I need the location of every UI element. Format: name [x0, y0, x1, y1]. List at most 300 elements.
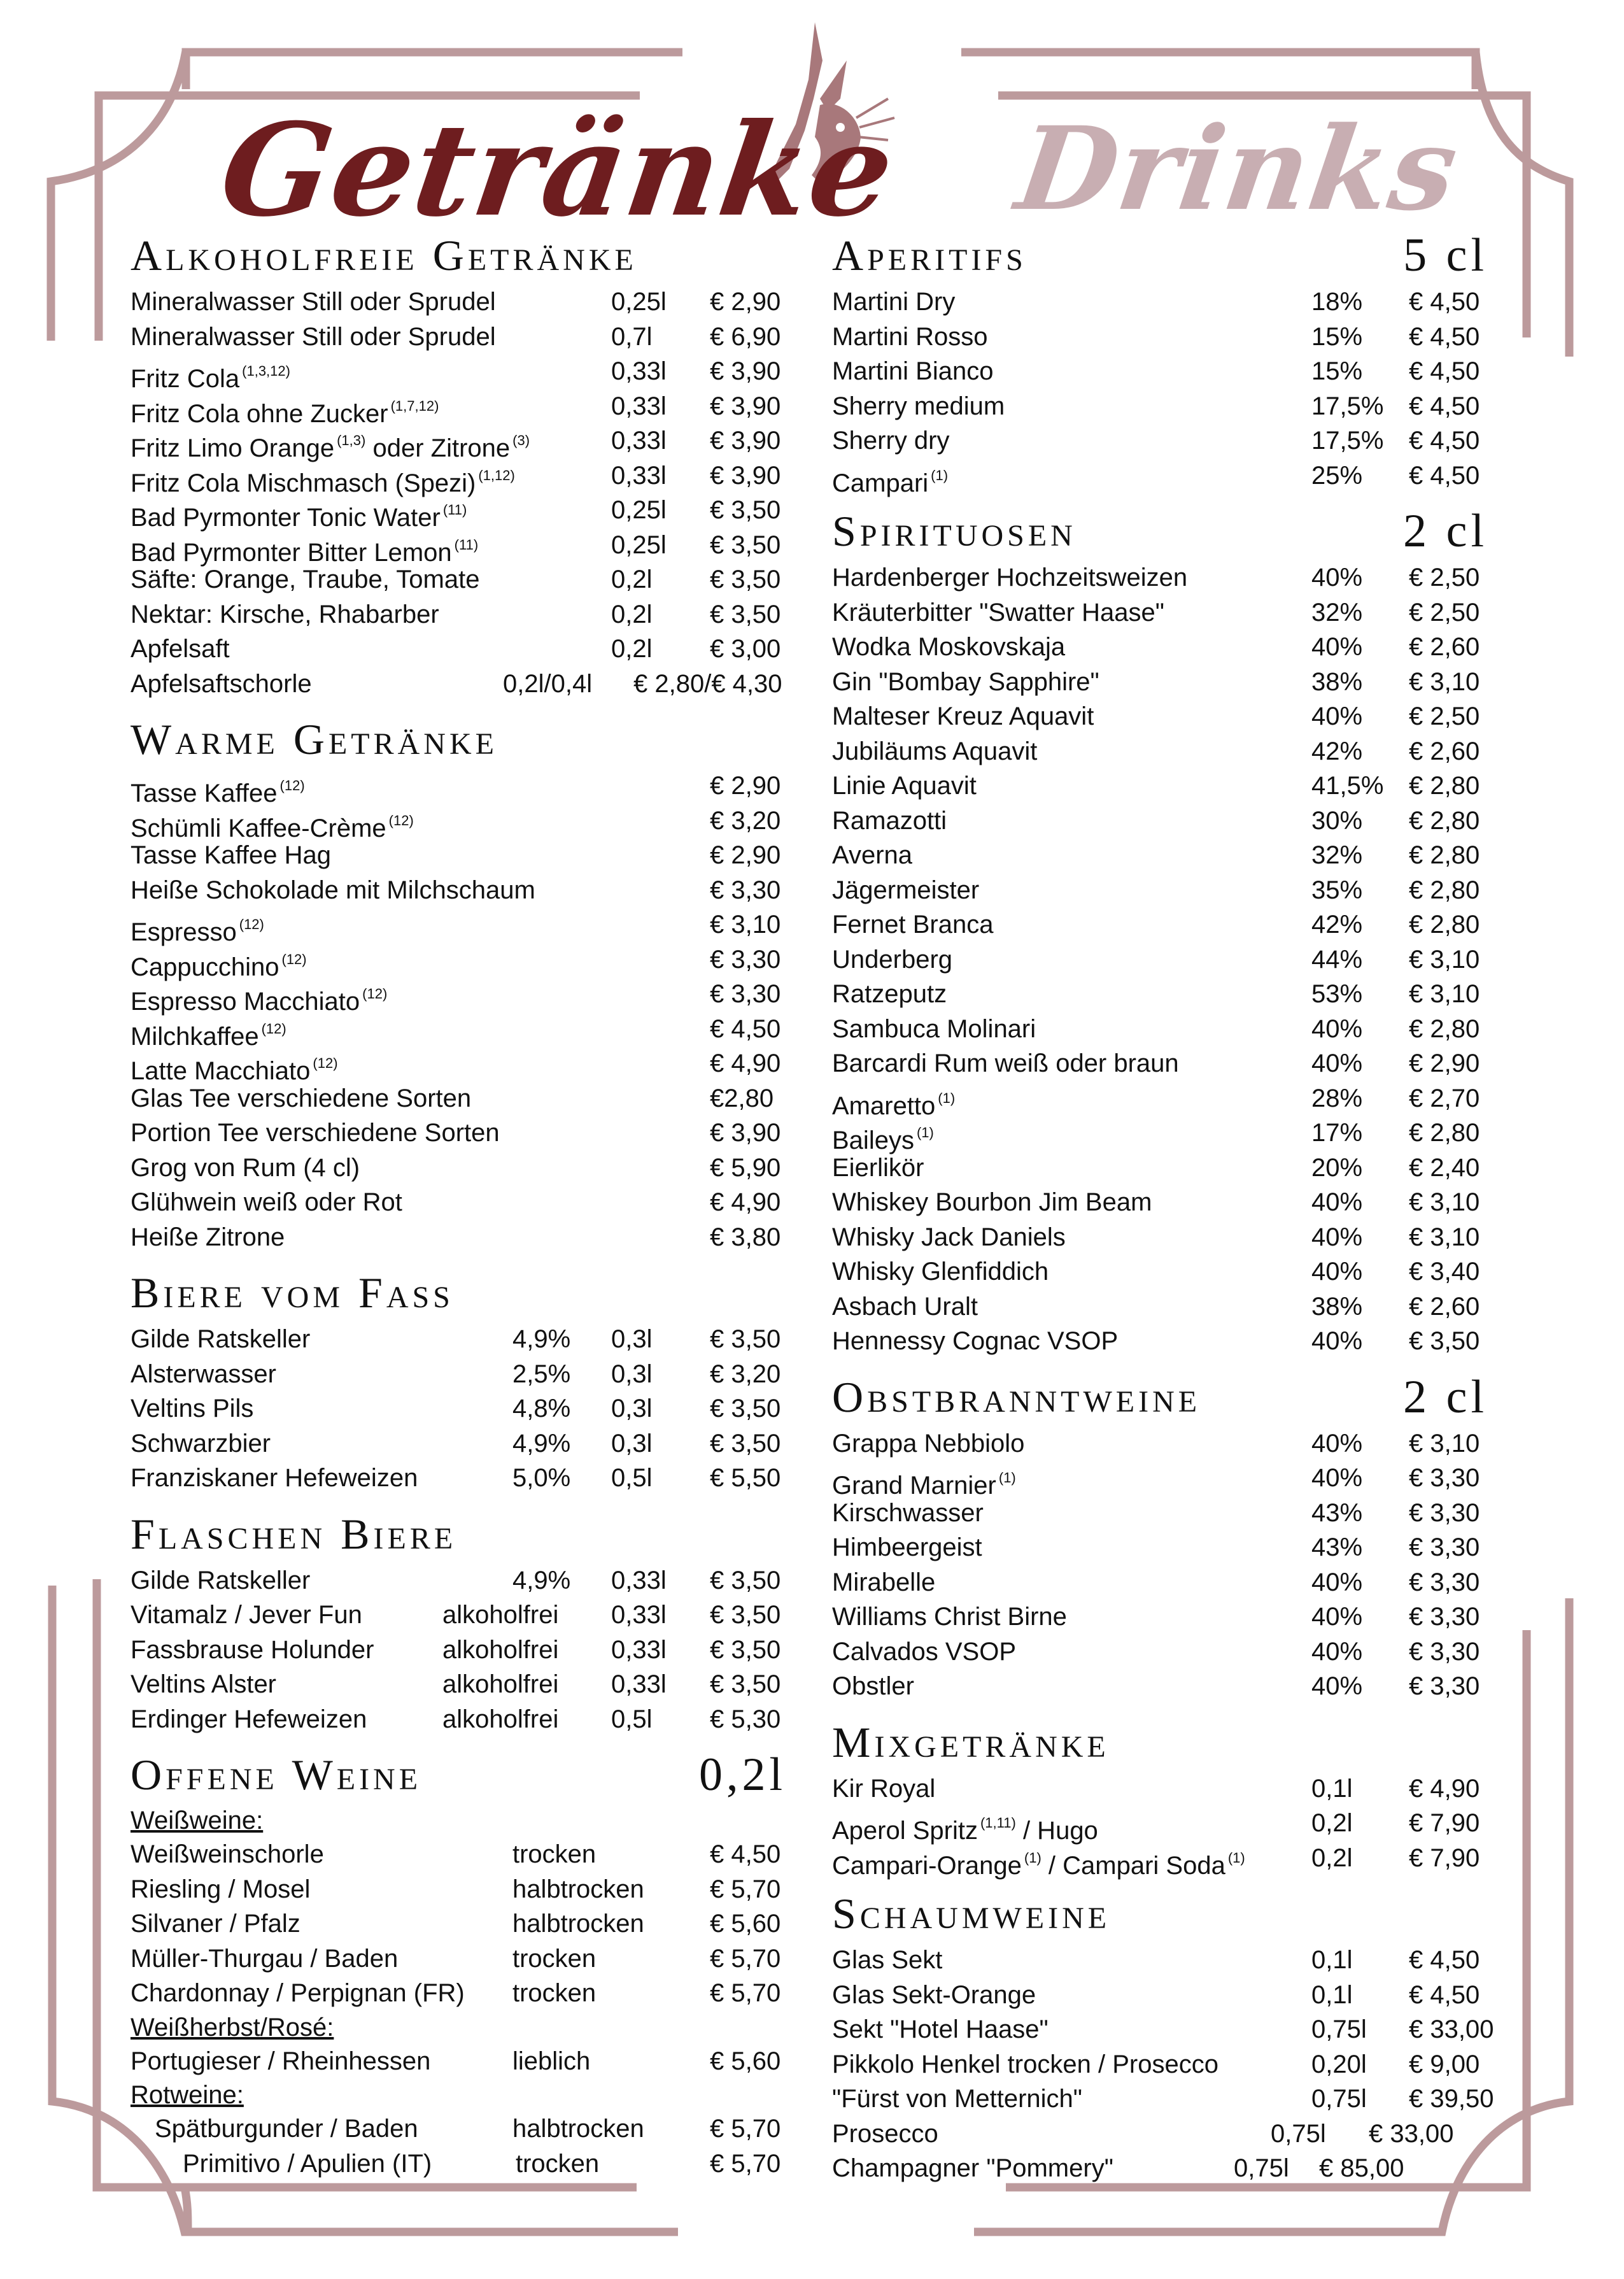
item-alcohol: 44%: [1311, 945, 1363, 974]
item-price: € 3,80: [710, 1223, 781, 1251]
item-name-text: Chardonnay / Perpignan (FR): [131, 1979, 465, 2007]
item-name-text: Gin "Bombay Sapphire": [832, 667, 1099, 696]
item-name: [832, 1426, 1024, 1461]
item-name: [832, 1978, 1036, 2013]
allergen-note: (1): [998, 1470, 1016, 1486]
item-price: € 2,90: [710, 772, 781, 800]
item-price: € 2,80: [1409, 806, 1480, 835]
item-name-text: Veltins Pils: [131, 1395, 254, 1423]
item-name-text: Fassbrause Holunder: [131, 1635, 374, 1664]
menu-item: [832, 285, 1494, 320]
allergen-note: (12): [313, 1055, 338, 1071]
item-name: [131, 1081, 471, 1116]
item-name: [832, 1012, 1036, 1047]
menu-item: [832, 1116, 1494, 1154]
item-name-text: Heiße Zitrone: [131, 1223, 285, 1251]
item-price: € 9,00: [1409, 2050, 1480, 2078]
item-price: € 3,50: [710, 1670, 781, 1698]
item-price: € 5,30: [710, 1705, 781, 1733]
item-name: [832, 2082, 1082, 2117]
item-price: € 2,60: [1409, 1292, 1480, 1321]
item-name: [832, 285, 955, 320]
menu-item: [131, 1667, 793, 1702]
menu-item: [832, 1324, 1494, 1359]
list-warm: [131, 769, 793, 1254]
item-name-text: Mineralwasser Still oder Sprudel: [131, 322, 496, 351]
menu-item: [832, 942, 1494, 977]
item-name-text: Bad Pyrmonter Bitter Lemon: [131, 538, 452, 567]
item-name-text: Grog von Rum (4 cl): [131, 1153, 360, 1182]
item-name-text: Wodka Moskovskaja: [832, 633, 1066, 661]
item-alcohol: 43%: [1311, 1498, 1363, 1527]
list-spirituosen: [832, 560, 1494, 1359]
item-name: [832, 942, 952, 977]
menu-item: [131, 354, 793, 393]
item-name: [832, 389, 1005, 424]
allergen-note: (1): [931, 467, 949, 483]
allergen-note: (12): [388, 812, 414, 828]
item-volume: 0,2l: [1311, 1809, 1353, 1837]
item-name-text: Martini Bianco: [832, 357, 994, 385]
menu-item: [832, 1046, 1494, 1081]
menu-item: [131, 1012, 793, 1051]
item-alcohol: 25%: [1311, 461, 1363, 490]
item-name: [131, 1702, 367, 1737]
menu-item: [131, 2147, 793, 2182]
item-name-text: Amaretto: [832, 1091, 936, 1120]
item-name-text: Kirschwasser: [832, 1498, 984, 1527]
item-alcohol: 5,0%: [512, 1464, 571, 1492]
item-name-text: Gilde Ratskeller: [131, 1325, 311, 1353]
menu-item: [131, 423, 793, 462]
item-alcohol: 40%: [1311, 1327, 1363, 1355]
item-volume: 0,33l: [611, 357, 667, 385]
item-price: € 3,50: [1409, 1327, 1480, 1355]
item-volume: 0,5l: [611, 1705, 653, 1733]
item-name-text: Spätburgunder / Baden: [155, 2115, 418, 2143]
item-alcohol: 38%: [1311, 667, 1363, 696]
item-price: € 3,40: [1409, 1258, 1480, 1286]
item-price: € 2,80/€ 4,30: [633, 669, 782, 698]
item-price: € 3,10: [1409, 945, 1480, 974]
item-name-text: Glas Tee verschiedene Sorten: [131, 1084, 472, 1112]
item-name-text: Obstler: [832, 1672, 914, 1700]
menu-item: [832, 1426, 1494, 1461]
item-price: € 5,70: [710, 2149, 781, 2178]
menu-item: [832, 1289, 1494, 1324]
list-alkoholfrei: [131, 285, 793, 701]
item-price: € 3,90: [710, 427, 781, 455]
item-price: € 2,80: [1409, 1119, 1480, 1147]
item-price: € 3,20: [710, 806, 781, 835]
item-name-text: Kräuterbitter "Swatter Haase": [832, 598, 1164, 627]
menu-item: [832, 1530, 1494, 1565]
allergen-note: (1): [1227, 1849, 1245, 1866]
item-name: [832, 769, 977, 804]
menu-item: [832, 458, 1494, 497]
menu-item: [131, 838, 793, 873]
item-price: € 4,50: [1409, 288, 1480, 316]
menu-item: [131, 1322, 793, 1357]
item-price: € 3,50: [710, 1635, 781, 1664]
item-alcohol: 41,5%: [1311, 772, 1384, 800]
item-name: [832, 734, 1037, 769]
item-name: [832, 1600, 1067, 1635]
item-name-text: Whiskey Bourbon Jim Beam: [832, 1188, 1152, 1216]
item-name: [832, 458, 948, 501]
item-volume: 0,25l: [611, 496, 667, 524]
allergen-note: (11): [442, 502, 467, 518]
item-name-text: Campari: [832, 469, 929, 497]
allergen-note: (1,11): [980, 1815, 1016, 1831]
item-alcohol: 40%: [1311, 1429, 1363, 1458]
item-name-text: Hardenberger Hochzeitsweizen: [832, 564, 1188, 592]
item-name: [131, 320, 496, 355]
item-price: € 4,50: [710, 1014, 781, 1043]
menu-item: [131, 389, 793, 428]
item-name-text: Glühwein weiß oder Rot: [131, 1188, 402, 1216]
item-alcohol: 15%: [1311, 357, 1363, 385]
item-alcohol: 4,8%: [512, 1395, 571, 1423]
section-unit-aperitifs: 5 cl: [1403, 229, 1488, 281]
menu-item: [131, 1391, 793, 1426]
allergen-note: (12): [281, 951, 307, 967]
item-price: € 2,70: [1409, 1084, 1480, 1112]
item-volume: 0,2l: [611, 635, 653, 663]
item-alcohol: 2,5%: [512, 1360, 571, 1388]
item-alcohol: 40%: [1311, 1258, 1363, 1286]
menu-item: [131, 1151, 793, 1186]
item-alcohol: 40%: [1311, 564, 1363, 592]
item-alcohol: 15%: [1311, 322, 1363, 351]
item-price: €2,80: [710, 1084, 774, 1112]
item-price: € 2,40: [1409, 1153, 1480, 1182]
item-price: € 5,60: [710, 1910, 781, 1938]
item-price: € 2,80: [1409, 772, 1480, 800]
item-name-text: Asbach Uralt: [832, 1292, 978, 1321]
item-name: [131, 1322, 310, 1357]
item-name-text: Mineralwasser Still oder Sprudel: [131, 288, 496, 316]
item-name-text: Erdinger Hefeweizen: [131, 1705, 367, 1733]
menu-item: [131, 1116, 793, 1151]
item-name-text: Säfte: Orange, Traube, Tomate: [131, 565, 480, 593]
item-volume: 0,25l: [611, 288, 667, 316]
item-alcohol: 42%: [1311, 911, 1363, 939]
list-weine: [131, 1804, 793, 2181]
item-price: € 2,50: [1409, 702, 1480, 730]
menu-item: [131, 458, 793, 497]
item-volume: 0,33l: [611, 1566, 667, 1594]
item-price: € 4,50: [1409, 322, 1480, 351]
menu-item: [832, 354, 1494, 389]
item-alcohol: 40%: [1311, 1014, 1363, 1043]
item-name: [832, 1220, 1066, 1255]
menu-item: [131, 1185, 793, 1220]
menu-item: [832, 1496, 1494, 1531]
item-name-text: Fritz Cola ohne Zucker: [131, 399, 388, 428]
item-name: [131, 667, 312, 702]
item-name: [131, 2044, 430, 2079]
item-volume: 0,33l: [611, 1670, 667, 1698]
item-name: [131, 1976, 465, 2011]
item-price: € 39,50: [1409, 2085, 1494, 2113]
item-name: [131, 1185, 402, 1220]
item-name: [832, 907, 993, 942]
menu-item: [832, 1151, 1494, 1186]
item-name: [832, 1635, 1016, 1670]
menu-item: [832, 2047, 1494, 2082]
item-name-text: Primitivo / Apulien (IT): [183, 2149, 432, 2178]
list-mix: [832, 1771, 1494, 1880]
item-name: [832, 804, 947, 839]
item-name-text: Fritz Limo Orange: [131, 434, 335, 462]
item-alcohol: 17,5%: [1311, 392, 1384, 420]
wine-style: trocken: [512, 1979, 597, 2007]
item-price: € 5,70: [710, 1944, 781, 1973]
wine-group-label: Rotweine:: [131, 2081, 244, 2109]
item-volume: 0,33l: [611, 392, 667, 420]
item-volume: 0,75l: [1234, 2154, 1289, 2182]
menu-item: [131, 907, 793, 946]
allergen-note: (1,3): [337, 432, 366, 448]
item-name: [832, 2151, 1113, 2186]
item-price: € 3,50: [710, 1325, 781, 1353]
item-price: € 3,30: [1409, 1568, 1480, 1596]
menu-item: [832, 1012, 1494, 1047]
item-volume: 0,5l: [611, 1464, 653, 1492]
menu-item: [832, 2012, 1494, 2047]
item-name: [131, 1633, 374, 1668]
frame-bottom-left-stem: [185, 2187, 188, 2232]
right-column: [832, 226, 1494, 2186]
item-name: [131, 1357, 276, 1392]
menu-item: [131, 667, 793, 702]
item-name-text: Williams Christ Birne: [832, 1603, 1067, 1631]
allergen-note: (1): [916, 1125, 934, 1140]
item-alcohol: 38%: [1311, 1292, 1363, 1321]
item-price: € 4,50: [1409, 1946, 1480, 1974]
item-price: € 3,50: [710, 496, 781, 524]
menu-item: [832, 1635, 1494, 1670]
item-price: € 85,00: [1319, 2154, 1404, 2182]
menu-item: [131, 562, 793, 597]
item-volume: 0,3l: [611, 1395, 653, 1423]
item-name: [131, 1563, 310, 1598]
item-price: € 4,50: [1409, 461, 1480, 490]
allergen-note: (1): [938, 1090, 956, 1106]
item-price: € 7,90: [1409, 1843, 1480, 1872]
item-price: € 3,90: [710, 461, 781, 490]
allergen-note: (1,7,12): [390, 397, 439, 414]
item-name-text: Espresso: [131, 918, 237, 946]
menu-item: [832, 769, 1494, 804]
menu-item: [131, 1976, 793, 2011]
menu-item: [832, 1081, 1494, 1120]
item-name: [131, 1116, 500, 1151]
item-volume: 0,25l: [611, 530, 667, 559]
item-name-text: Müller-Thurgau / Baden: [131, 1944, 399, 1973]
item-alcohol: 43%: [1311, 1533, 1363, 1561]
item-name-text: Portion Tee verschiedene Sorten: [131, 1119, 500, 1147]
item-volume: 0,20l: [1311, 2050, 1367, 2078]
menu-item: [131, 1872, 793, 1907]
menu-item: [832, 1220, 1494, 1255]
item-name: [131, 1906, 300, 1942]
wine-style: trocken: [516, 2149, 600, 2178]
item-price: € 4,90: [710, 1188, 781, 1216]
item-name-text: Heiße Schokolade mit Milchschaum: [131, 876, 535, 904]
item-name-text: Martini Dry: [832, 288, 956, 316]
item-alcohol: 42%: [1311, 737, 1363, 765]
menu-item: [832, 560, 1494, 595]
title-getraenke: Getränke: [212, 96, 904, 245]
menu-item: [832, 2082, 1494, 2117]
menu-item: [131, 977, 793, 1016]
menu-item: [131, 1046, 793, 1085]
item-price: € 2,90: [710, 288, 781, 316]
wine-style: halbtrocken: [512, 1910, 644, 1938]
item-name-text: Jägermeister: [832, 876, 980, 904]
item-name-text: Calvados VSOP: [832, 1637, 1017, 1666]
item-name: [131, 1667, 276, 1702]
menu-item: [131, 2112, 793, 2147]
menu-item: [832, 1841, 1494, 1880]
item-price: € 3,50: [710, 1601, 781, 1629]
item-name: [832, 699, 1094, 734]
menu-item: [131, 528, 793, 567]
item-name: [832, 1565, 935, 1600]
item-name-text: Sherry dry: [832, 427, 950, 455]
item-volume: 0,2l: [1311, 1843, 1353, 1872]
item-name: [832, 838, 912, 873]
item-alcohol: 17%: [1311, 1119, 1363, 1147]
item-price: € 3,00: [710, 635, 781, 663]
item-name: [131, 1837, 324, 1872]
menu-item: [131, 1633, 793, 1668]
item-name: [131, 562, 479, 597]
menu-item: [832, 1771, 1494, 1807]
item-name-text: Mirabelle: [832, 1568, 936, 1596]
item-price: € 2,50: [1409, 564, 1480, 592]
item-name-text: Espresso Macchiato: [131, 988, 360, 1016]
item-note: alkoholfrei: [442, 1601, 559, 1629]
wine-style: lieblich: [512, 2047, 591, 2075]
item-name-text: Hennessy Cognac VSOP: [832, 1327, 1119, 1355]
list-obst: [832, 1426, 1494, 1704]
item-alcohol: 40%: [1311, 1672, 1363, 1700]
menu-item: [832, 699, 1494, 734]
item-name-text: Barcardi Rum weiß oder braun: [832, 1049, 1179, 1077]
section-title-fass: Biere vom Fass: [131, 1268, 454, 1317]
allergen-note: (3): [512, 432, 530, 448]
section-unit-obst: 2 cl: [1403, 1370, 1488, 1423]
item-alcohol: 40%: [1311, 1188, 1363, 1216]
item-note: alkoholfrei: [442, 1635, 559, 1664]
section-unit-spirituosen: 2 cl: [1403, 505, 1488, 557]
item-price: € 3,30: [710, 945, 781, 974]
item-volume: 0,7l: [611, 322, 653, 351]
item-alcohol: 4,9%: [512, 1325, 571, 1353]
item-name-text: Aperol Spritz: [832, 1817, 978, 1845]
item-name-text: Bad Pyrmonter Tonic Water: [131, 504, 441, 532]
allergen-note: (12): [261, 1020, 286, 1037]
item-name: [832, 1669, 914, 1704]
item-name: [832, 873, 979, 908]
wine-group-label: Weißweine:: [131, 1807, 264, 1835]
item-price: € 3,30: [710, 980, 781, 1008]
item-price: € 2,80: [1409, 911, 1480, 939]
item-name-text: Glas Sekt: [832, 1946, 943, 1974]
wine-style: halbtrocken: [512, 2115, 644, 2143]
item-price: € 2,80: [1409, 1014, 1480, 1043]
item-alcohol: 40%: [1311, 1637, 1363, 1666]
item-name-text: Jubiläums Aquavit: [832, 737, 1038, 765]
item-name-text: Franziskaner Hefeweizen: [131, 1464, 418, 1492]
section-title-flaschen: Flaschen Biere: [131, 1509, 457, 1558]
item-name-extra: / Hugo: [1022, 1817, 1098, 1845]
item-name-text: Riesling / Mosel: [131, 1875, 311, 1903]
allergen-note: (1): [1024, 1849, 1041, 1866]
item-volume: 0,2l: [611, 565, 653, 593]
item-price: € 33,00: [1369, 2119, 1454, 2148]
menu-item: [131, 2044, 793, 2079]
item-price: € 4,50: [1409, 427, 1480, 455]
item-name-text: Tasse Kaffee: [131, 779, 278, 807]
item-price: € 4,50: [710, 1840, 781, 1868]
item-price: € 3,10: [1409, 980, 1480, 1008]
menu-item: [832, 873, 1494, 908]
item-name-text: Gilde Ratskeller: [131, 1566, 311, 1594]
item-name-text: Alsterwasser: [131, 1360, 276, 1388]
item-price: € 4,90: [710, 1049, 781, 1077]
menu-item: [832, 630, 1494, 665]
item-name-text: Fritz Cola: [131, 365, 240, 393]
menu-item: [832, 1565, 1494, 1600]
list-fass: [131, 1322, 793, 1496]
list-schaum: [832, 1943, 1494, 2186]
title-drinks: Drinks: [1009, 102, 1467, 236]
item-price: € 7,90: [1409, 1809, 1480, 1837]
item-alcohol: 53%: [1311, 980, 1363, 1008]
item-name: [131, 1942, 398, 1977]
item-name-text: Fernet Branca: [832, 911, 994, 939]
item-name: [155, 2112, 418, 2147]
item-name-text: Whisky Glenfiddich: [832, 1258, 1049, 1286]
item-name: [832, 630, 1065, 665]
item-volume: 0,33l: [611, 1635, 667, 1664]
item-price: € 3,10: [1409, 1429, 1480, 1458]
item-price: € 3,10: [1409, 667, 1480, 696]
item-volume: 0,3l: [611, 1429, 653, 1458]
menu-item: [832, 320, 1494, 355]
wine-style: trocken: [512, 1840, 597, 1868]
menu-item: [832, 1254, 1494, 1289]
item-price: € 3,50: [710, 600, 781, 628]
item-name: [131, 1151, 360, 1186]
allergen-note: (11): [454, 536, 479, 553]
item-price: € 3,30: [1409, 1498, 1480, 1527]
item-name-text: Latte Macchiato: [131, 1057, 311, 1085]
item-price: € 3,10: [1409, 1223, 1480, 1251]
menu-item: [832, 1185, 1494, 1220]
menu-item: [131, 632, 793, 667]
item-price: € 3,30: [1409, 1637, 1480, 1666]
item-name: [832, 560, 1187, 595]
item-note: alkoholfrei: [442, 1670, 559, 1698]
item-name-extra: / Campari Soda: [1048, 1851, 1225, 1880]
menu-item: [131, 769, 793, 807]
item-note: alkoholfrei: [442, 1705, 559, 1733]
